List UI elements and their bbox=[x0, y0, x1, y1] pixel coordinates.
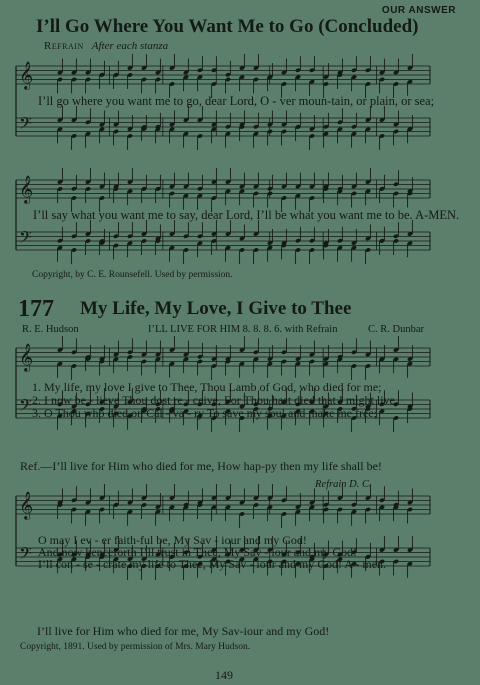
verse-3-line-b: I’ll con - se - crate my life to Thee, My Sav - iour and my God! A - men. bbox=[38, 557, 387, 571]
tune-info: I’LL LIVE FOR HIM 8. 8. 8. 6. with Refrain bbox=[148, 324, 338, 335]
verse-1-line-a: 1. My life, my love I give to Thee, Thou Lamb of God, who died for me; bbox=[32, 380, 382, 394]
hymn-title: My Life, My Love, I Give to Thee bbox=[80, 298, 352, 319]
hymn-title-concluded: I’ll Go Where You Want Me to Go (Concluded) bbox=[36, 16, 419, 37]
refrain-line: Ref.—I’ll live for Him who died for me, How hap-py then my life shall be! bbox=[20, 459, 382, 473]
verse-3-line-a: 3. O Thou who died on Cal - va - ry To save my soul and make me free; bbox=[32, 406, 377, 420]
hymn-number: 177 bbox=[18, 296, 54, 322]
refrain-dc-label: Refrain D. C. bbox=[315, 479, 372, 490]
lyric-line-1: I’ll go where you want me to go, dear Lord, O - ver moun-tain, or plain, or sea; bbox=[38, 94, 435, 108]
music-system-2 bbox=[0, 172, 480, 282]
svg-text:𝄞: 𝄞 bbox=[19, 491, 34, 519]
svg-text:𝄢: 𝄢 bbox=[19, 543, 32, 567]
svg-text:𝄞: 𝄞 bbox=[19, 343, 34, 371]
lyric-line-2: I’ll say what you want me to say, dear Lord, I’ll be what you want me to be. A-MEN. bbox=[33, 208, 460, 222]
copyright-concluded: Copyright, by C. E. Rounsefell. Used by permission. bbox=[32, 270, 233, 280]
verse-1-line-b: O may I ev - er faith-ful be, My Sav - iour and my God! bbox=[38, 533, 307, 547]
svg-text:𝄞: 𝄞 bbox=[19, 61, 34, 89]
svg-text:𝄢: 𝄢 bbox=[19, 227, 32, 251]
refrain-line-2: I’ll live for Him who died for me, My Sav-iour and my God! bbox=[37, 624, 330, 638]
refrain-label bbox=[44, 40, 168, 52]
composer-credit: R. E. Hudson bbox=[22, 324, 79, 335]
verse-2-line-a: 2. I now be - lieve Thou dost re - ceive, For Thou hast died that I might live, bbox=[32, 393, 398, 407]
refrain-direction: After each stanza bbox=[91, 40, 169, 52]
svg-text:𝄢: 𝄢 bbox=[19, 113, 32, 137]
verse-2-line-b: And now henceforth I’ll trust in Thee, My Sav - iour and my God! bbox=[38, 545, 358, 559]
author-credit: C. R. Dunbar bbox=[368, 324, 424, 335]
refrain-word: Refrain bbox=[44, 40, 84, 52]
svg-text:𝄞: 𝄞 bbox=[19, 175, 34, 203]
music-system-1 bbox=[0, 58, 480, 168]
svg-text:𝄢: 𝄢 bbox=[19, 395, 32, 419]
copyright-177: Copyright, 1891. Used by permission of Mrs. Mary Hudson. bbox=[20, 642, 251, 652]
page-number: 149 bbox=[215, 668, 233, 682]
running-head: OUR ANSWER bbox=[381, 5, 456, 16]
